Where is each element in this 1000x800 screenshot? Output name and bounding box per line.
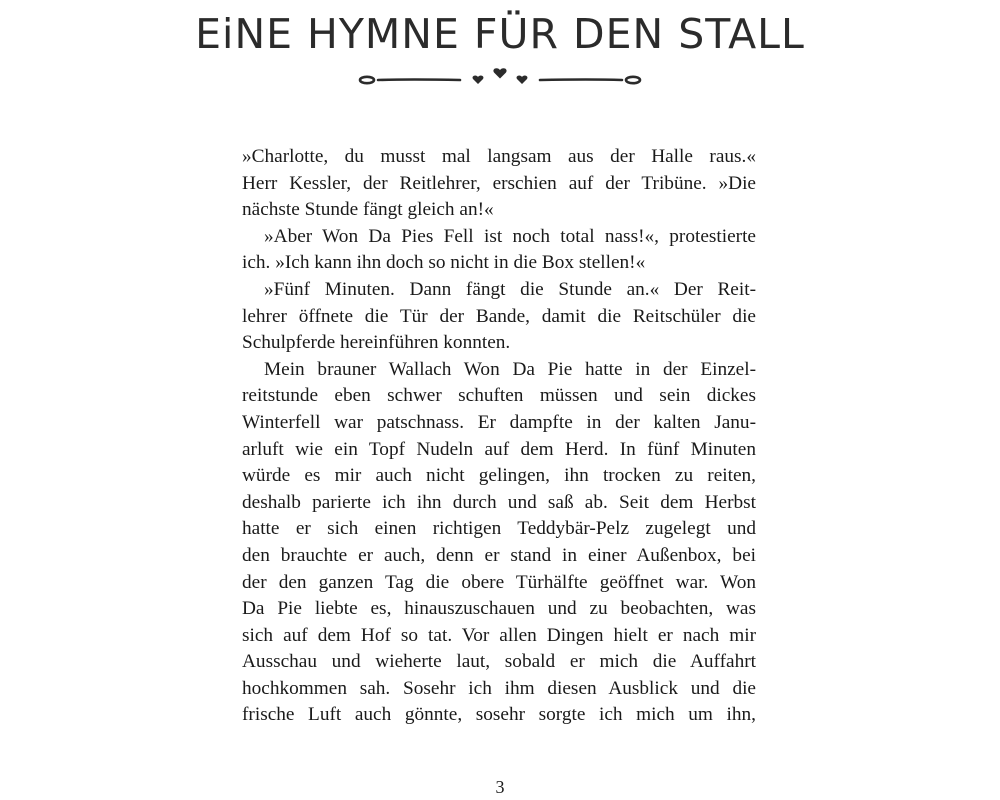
chapter-title: EiNE HYMNE FÜR DEN STALL <box>195 10 805 58</box>
text-line: ich. »Ich kann ihn doch so nicht in die Box stellen!« <box>242 252 646 274</box>
text-line: hochkommen sah. Sosehr ich ihm diesen Ausblick und die <box>242 677 756 699</box>
text-line: nächste Stunde fängt gleich an!« <box>242 199 494 221</box>
text-line: Herr Kessler, der Reitlehrer, erschien auf der Tribüne. »Die <box>242 172 756 194</box>
text-line: sich auf dem Hof so tat. Vor allen Dingen hielt er nach mir <box>242 624 756 646</box>
text-line: Winterfell war patschnass. Er dampfte in der kalten Janu- <box>242 411 756 433</box>
text-line: arluft wie ein Topf Nudeln auf dem Herd. In fünf Minuten <box>242 438 756 460</box>
text-line: lehrer öffnete die Tür der Bande, damit die Reitschüler die <box>242 305 756 327</box>
text-line: »Aber Won Da Pies Fell ist noch total nass!«, protestierte <box>264 225 756 247</box>
page-number: 3 <box>495 777 505 797</box>
text-line: frische Luft auch gönnte, sosehr sorgte ich mich um ihn, <box>242 704 756 726</box>
body-text <box>242 144 756 729</box>
hearts-divider-ornament-icon <box>350 62 650 90</box>
text-line: deshalb parierte ich ihn durch und saß ab. Seit dem Herbst <box>242 491 756 513</box>
text-line: Ausschau und wieherte laut, sobald er mich die Auffahrt <box>242 651 756 673</box>
text-line: hatte er sich einen richtigen Teddybär-Pelz zugelegt und <box>242 518 756 540</box>
text-line: »Charlotte, du musst mal langsam aus der Halle raus.« <box>242 146 756 167</box>
text-line: der den ganzen Tag die obere Türhälfte geöffnet war. Won <box>242 571 756 593</box>
text-line: Da Pie liebte es, hinauszuschauen und zu beobachten, was <box>242 598 756 620</box>
text-line: würde es mir auch nicht gelingen, ihn trocken zu reiten, <box>242 465 756 487</box>
text-line: den brauchte er auch, denn er stand in einer Außenbox, bei <box>242 544 756 566</box>
text-line: reitstunde eben schwer schuften müssen und sein dickes <box>242 385 756 407</box>
text-line: Mein brauner Wallach Won Da Pie hatte in der Einzel- <box>264 358 756 380</box>
text-line: Schulpferde hereinführen konnten. <box>242 332 511 354</box>
text-line: »Fünf Minuten. Dann fängt die Stunde an.« Der Reit- <box>264 278 756 300</box>
